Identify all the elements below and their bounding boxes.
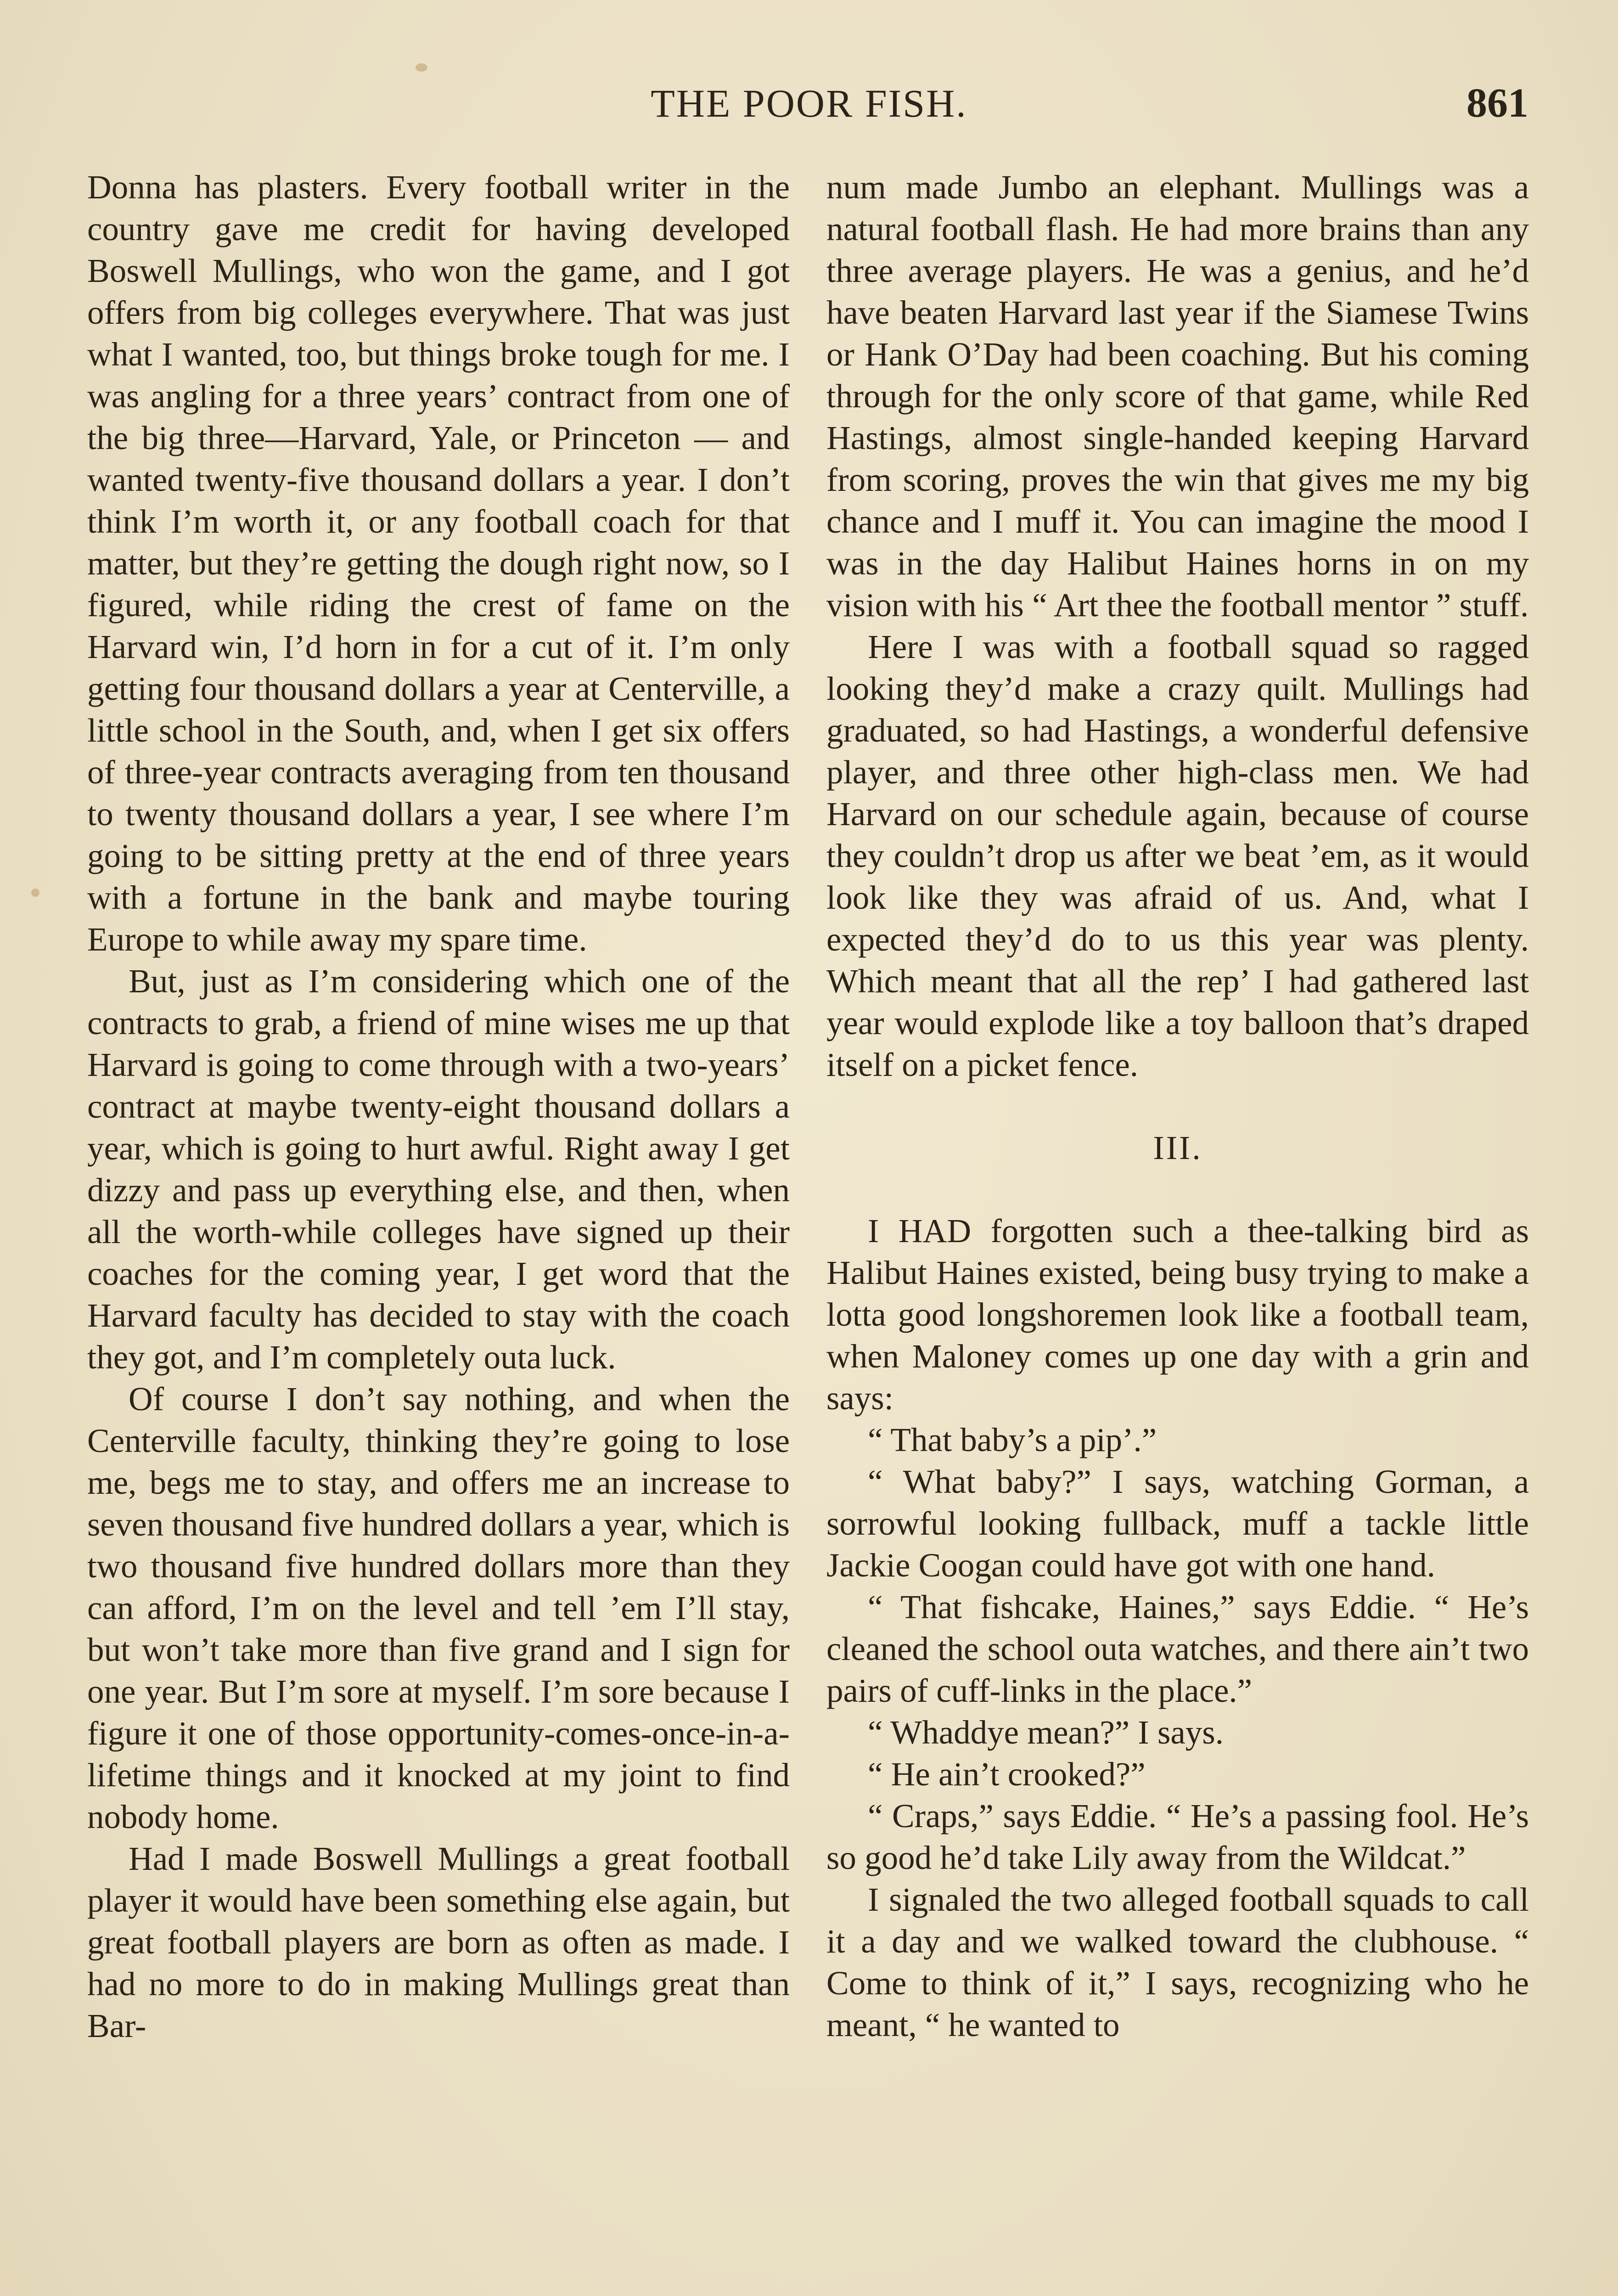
paragraph: But, just as I’m considering which one of the contracts to grab, a friend of mine wises me up that Harvard is going to come through with a two-years’ contract at maybe twenty-eight thousand dollars a year, which is going to hurt awful. Right away I get dizzy and pass up everything else, and then, when all the worth-while colleges have signed up their coaches for the coming year, I get word that the Harvard faculty has decided to stay with the coach they got, and I’m completely outa luck.: [87, 962, 790, 1376]
paragraph-text: forgotten such a thee-talking bird as Halibut Haines existed, being busy trying to make a lotta good longshoremen look like a football team, when Maloney comes up one day with a grin and says:: [826, 1212, 1529, 1417]
paragraph: “ He ain’t crooked?”: [868, 1756, 1146, 1793]
section-heading: III.: [1153, 1129, 1202, 1166]
running-head: THE POOR FISH.: [651, 81, 967, 125]
left-column: [87, 166, 790, 2047]
paragraph: Had I made Boswell Mullings a great football player it would have been something else again, but great football players are born as often as made. I had no more to do in making Mullings great than Bar-: [87, 1840, 790, 2044]
paragraph: Donna has plasters. Every football writer in the country gave me credit for having developed Boswell Mullings, who won the game, and I got offers from big colleges everywhere. That was just what I wanted, too, but things broke tough for me. I was angling for a three years’ contract from one of the big three—Harvard, Yale, or Princeton — and wanted twenty-five thousand dollars a year. I don’t think I’m worth it, or any football coach for that matter, but they’re getting the dough right now, so I figured, while riding the crest of fame on the Harvard win, I’d horn in for a cut of it. I’m only getting four thousand dollars a year at Centerville, a little school in the South, and, when I get six offers of three-year contracts averaging from ten thousand to twenty thousand dollars a year, I see where I’m going to be sitting pretty at the end of three years with a fortune in the bank and maybe touring Europe to while away my spare time.: [87, 169, 790, 958]
ink-smudge: [416, 63, 427, 72]
ink-smudge: [31, 889, 39, 897]
paragraph: num made Jumbo an elephant. Mullings was a natural football flash. He had more brains than any three average players. He was a genius, and he’d have beaten Harvard last year if the Siamese Twins or Hank O’Day had been coaching. But his coming through for the only score of that game, while Red Hastings, almost single-handed keeping Harvard from scoring, proves the win that gives me my big chance and I muff it. You can imagine the mood I was in the day Halibut Haines horns in on my vision with his “ Art thee the football mentor ” stuff.: [826, 169, 1529, 624]
paragraph: “ That baby’s a pip’.”: [868, 1421, 1157, 1458]
paragraph: “ That fishcake, Haines,” says Eddie. “ He’s cleaned the school outa watches, and there ain’t two pairs of cuff-links in the place.”: [826, 1588, 1529, 1709]
dropcap-words: I HAD: [868, 1212, 972, 1249]
paragraph: “ Whaddye mean?” I says.: [868, 1714, 1224, 1751]
page-header: [85, 78, 1533, 129]
right-column: [826, 166, 1529, 2046]
paragraph: “ Craps,” says Eddie. “ He’s a passing fool. He’s so good he’d take Lily away from the Wildcat.”: [826, 1797, 1529, 1876]
paragraph: Of course I don’t say nothing, and when the Centerville faculty, thinking they’re going to lose me, begs me to stay, and offers me an increase to seven thousand five hundred dollars a year, which is two thousand five hundred dollars more than they can afford, I’m on the level and tell ’em I’ll stay, but won’t take more than five grand and I sign for one year. But I’m sore at myself. I’m sore because I figure it one of those opportunity-comes-once-in-a-lifetime things and it knocked at my joint to find nobody home.: [87, 1380, 790, 1835]
page-number: 861: [1466, 80, 1528, 126]
paragraph: Here I was with a football squad so ragged looking they’d make a crazy quilt. Mullings had graduated, so had Hastings, a wonderful defensive player, and three other high-class men. We had Harvard on our schedule again, because of course they couldn’t drop us after we beat ’em, as it would look like they was afraid of us. And, what I expected they’d do to us this year was plenty. Which meant that all the rep’ I had gathered last year would explode like a toy balloon that’s draped itself on a picket fence.: [826, 628, 1529, 1083]
paragraph: “ What baby?” I says, watching Gorman, a sorrowful looking fullback, muff a tackle little Jackie Coogan could have got with one hand.: [826, 1463, 1529, 1584]
paragraph: [826, 1210, 1529, 1419]
paragraph: I signaled the two alleged football squads to call it a day and we walked toward the clubhouse. “ Come to think of it,” I says, recognizing who he meant, “ he wanted to: [826, 1881, 1529, 2043]
